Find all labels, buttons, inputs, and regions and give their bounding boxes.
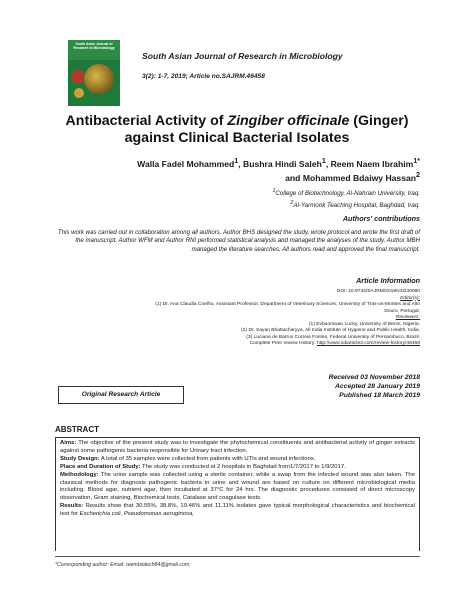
corresponding-author-footnote: *Corresponding author: Email: reembiotech84@gmail.com; — [55, 562, 191, 568]
abstract-label: Methodology: — [60, 471, 99, 478]
editor-continued: Douro, Portugal. — [384, 308, 420, 314]
published-date: Published 18 March 2019 — [339, 392, 420, 399]
abstract-results — [60, 503, 415, 519]
contributions-body: This work was carried out in collaboration among all authors. Author BHS designed the study, wrote protocol and wrote the first draft of the manuscript. Author WFM and Author RNI performed statistical analysis and managed the analyses of the study. Author MBH managed the literature searches. All authors read and approved the final manuscript. — [57, 229, 420, 253]
abstract-text: The study was conducted at 2 hospitals in Baghdad from1/7/2017 to 1/9/2017. — [140, 463, 346, 470]
abstract-text: A total of 35 samples were collected from patients with UTIs and wound infections. — [99, 455, 316, 462]
affiliation: Al-Yarmook Teaching Hospital, Baghdad, Iraq. — [293, 201, 420, 209]
reviewer: (2) Dr. Sayan Bhattacharyya, All India Institute of Hygiene and Public Health, India. — [241, 328, 420, 333]
abstract-aims — [60, 440, 415, 456]
cover-title: South Asian Journal of Research in Microbiology — [73, 42, 115, 51]
author-name: Reem Naem Ibrahim — [330, 158, 414, 169]
author-sup: 1* — [413, 157, 420, 165]
author-sup: 1 — [234, 157, 239, 165]
abstract-text: The objective of the present study was to investigate the phytochemical constituents and antibacterial activity of ginger extracts against some pathogenic bacteria responsible for Urinary tract infection. — [60, 440, 415, 454]
reviewer: (3) Luciana de Barros Correia Fontes, Federal University of Pernambuco, Brazil. — [246, 334, 420, 340]
accepted-date: Accepted 28 January 2019 — [334, 383, 420, 390]
review-history-link[interactable]: http://www.sdiarticle3.com/review-history/46458 — [316, 341, 420, 346]
abstract-design — [60, 456, 415, 464]
affiliations — [180, 187, 420, 210]
abstract-text: The urine sample was collected using a sterile container, while a swap from the infected wound was also taken. The classical methods for diagnosis pathogenic bacteria in urine and wound are based on culture on different microbiological media including. Blood agar, nutrient agar, then incubated at 37°C for 24 hrs. The diagnostic procedures consisted of direct microscopy observation, Gram staining, Biochemical tests, Catalase and coagulase tests. — [60, 471, 415, 502]
review-history — [40, 341, 420, 348]
author-sup: 2 — [416, 170, 420, 179]
abstract-label: Place and Duration of Study: — [60, 463, 141, 470]
abstract-label: Aims: — [60, 440, 77, 446]
paper-title — [40, 113, 434, 147]
cover-graphic — [72, 70, 84, 84]
title-part: (Ginger) against Clinical Bacterial Isolates — [124, 113, 409, 146]
abstract-heading: ABSTRACT — [55, 425, 99, 434]
abstract-label: Study Design: — [60, 455, 100, 462]
journal-reference: 3(2): 1-7, 2019; Article no.SAJRM.46458 — [142, 73, 265, 80]
publication-dates — [250, 373, 420, 400]
history-label: Complete Peer review History: — [249, 341, 317, 346]
editor: (1) Dr. Ana Claudia Coelho, Assistant Professor, Department of Veterinary Sciences, University of Tras-os-Montes and Alto — [155, 302, 420, 307]
affiliation-sup: 1 — [272, 188, 276, 194]
received-date: Received 03 November 2018 — [328, 374, 420, 381]
footnote-divider — [55, 556, 420, 557]
journal-cover-image — [68, 40, 120, 106]
article-info-heading: Article Information — [356, 276, 420, 285]
author-sup: 1 — [321, 157, 326, 165]
author-name: Mohammed Bdaiwy Hassan — [302, 172, 417, 183]
author-list: Walla Fadel Mohammed$^1$, Bushra Hindi Saleh$^1$, Reem Naem Ibrahim$^{1*}$ and Mohammed Bdaiwy Hassan$^2$ — [137, 157, 420, 183]
abstract-box — [55, 437, 420, 551]
abstract-scientific-names: Escherichia coli, Pseudomonas aeruginosa, — [79, 511, 194, 518]
editors-label: Editor(s): — [400, 295, 420, 301]
reviewers-label: Reviewers: — [395, 315, 420, 320]
affiliation-sup: 2 — [290, 199, 294, 206]
title-scientific-name: Zingiber officinale — [227, 113, 350, 129]
author-name: Bushra Hindi Saleh — [243, 158, 322, 169]
doi: DOI: 10.9734/SAJRM/2019/v3i230080 — [336, 289, 420, 294]
article-type-box: Original Research Article — [58, 386, 184, 404]
author-name: Walla Fadel Mohammed — [137, 158, 235, 169]
title-part: Antibacterial Activity of — [65, 113, 228, 129]
cover-graphic — [84, 64, 114, 94]
contributions-heading: Authors' contributions — [342, 214, 420, 223]
abstract-text: Results show that 30.55%, 38.8%, 19.46% and 11.11% isolates gave typical morphological characteristics and biochemical test for — [60, 503, 415, 518]
affiliation: College of Biotechnology, Al-Nahrain University, Iraq. — [275, 190, 420, 198]
abstract-methodology — [60, 472, 415, 504]
cover-graphic — [74, 88, 84, 98]
article-info-body — [40, 289, 420, 348]
abstract-place — [60, 464, 415, 472]
journal-name: South Asian Journal of Research in Microbiology — [142, 51, 343, 61]
abstract-label: Results: — [60, 503, 84, 510]
reviewer: (1) Evbuomwan Lucky, University of Benin, Nigeria. — [308, 321, 420, 327]
